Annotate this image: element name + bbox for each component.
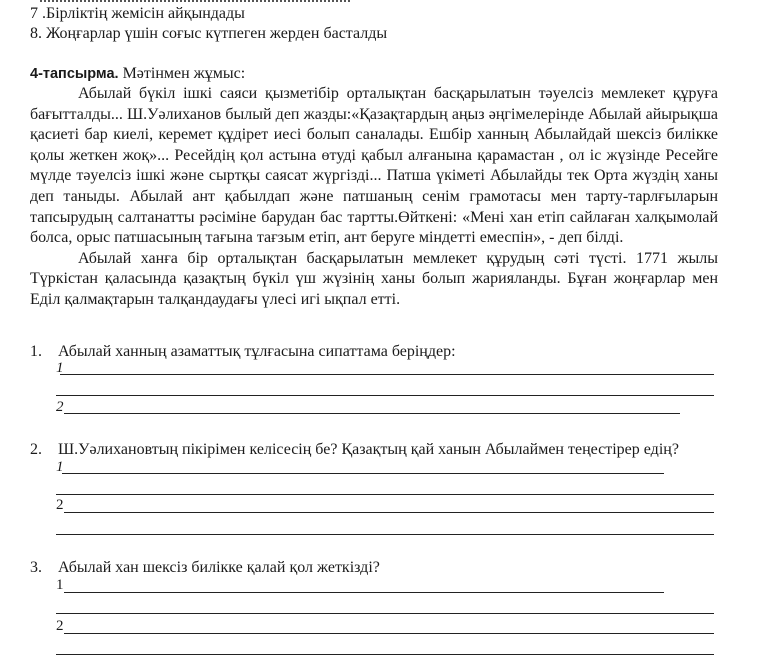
question-text: Абылай ханның азаматтық тұлғасына сипаттама беріңдер: <box>58 343 456 360</box>
question-text: Ш.Уәлихановтың пікірімен келісесің бе? Қазақтың қай ханын Абылаймен теңестірер едің? <box>58 441 679 458</box>
answer-number: 2 <box>56 618 64 634</box>
answer-number: 1 <box>56 360 64 376</box>
question-number: 1. <box>30 343 42 360</box>
question-2 <box>30 440 730 460</box>
answer-line[interactable] <box>62 473 664 474</box>
passage-paragraph-2: Абылай ханға бір орталықтан басқарылатын мемлекет құрудың сәті түсті. 1771 жылы Түркістан қаласында қазақтың бүкіл үш жүзінің ханы болып жарияланды. Бұған жоңғарлар мен Еділ қалмақтарын талқандаудағы үлесі игі ықпал етті. <box>30 249 718 308</box>
answer-line[interactable] <box>60 374 714 375</box>
answer-number: 1 <box>56 459 64 475</box>
question-number: 2. <box>30 441 42 458</box>
answer-number: 2 <box>56 399 64 415</box>
task-title-text: Мәтінмен жұмыс: <box>118 65 246 82</box>
answer-line[interactable] <box>64 512 714 513</box>
question-3 <box>30 558 730 578</box>
answer-number: 1 <box>56 577 64 593</box>
task-number: 4-тапсырма. <box>30 66 119 82</box>
question-1 <box>30 342 730 362</box>
answer-line[interactable] <box>64 592 664 593</box>
answer-line[interactable] <box>56 494 714 495</box>
answer-line[interactable] <box>56 654 714 655</box>
answer-line[interactable] <box>56 613 714 614</box>
previous-item-8: 8. Жоңғарлар үшін соғыс күтпеген жерден басталды <box>30 25 388 42</box>
task-heading <box>30 64 245 84</box>
answer-line[interactable] <box>64 633 714 634</box>
reading-passage <box>30 84 718 311</box>
previous-item-7: 7 .Бірліктің жемісін айқындады <box>30 5 245 22</box>
passage-paragraph-1: Абылай бүкіл ішкі саяси қызметібір орталықтан басқарылатын тәуелсіз мемлекет құруға бағытталды... Ш.Уәлиханов былый деп жазды:«Қазақтардың аңыз әңгімелерінде Абылай айырықша қасиеті бар киелі, керемет құдірет иесі болып саналады. Ешбір ханның Абылайдай шексіз билікке қолы жеткен жоқ»... Ресейдің қол астына өтуді қабыл алғанына қарамастан , ол іс жүзінде Ресейге мүлде тәуелсіз ішкі және сыртқы саясат жүргізді... Патша үкіметі Абылайды тек Орта жүздің ханы деп таныды. Абылай ант қабылдап және патшаның сенім грамотасы мен тарту-тарлғыларын тапсырудың салтанатты рәсіміне барудан бас тартты.Өйткені: «Мені хан етіп сайлаған халқымолай болса, орыс патшасының тағына тағзым етіп, ант беруге міндетті емеспін», - деп білді. <box>30 85 718 247</box>
answer-line[interactable] <box>56 534 714 535</box>
question-text: Абылай хан шексіз билікке қалай қол жеткізді? <box>58 559 380 576</box>
answer-number: 2 <box>56 497 64 513</box>
answer-line[interactable] <box>56 395 714 396</box>
answer-line[interactable] <box>64 413 680 414</box>
question-number: 3. <box>30 559 42 576</box>
